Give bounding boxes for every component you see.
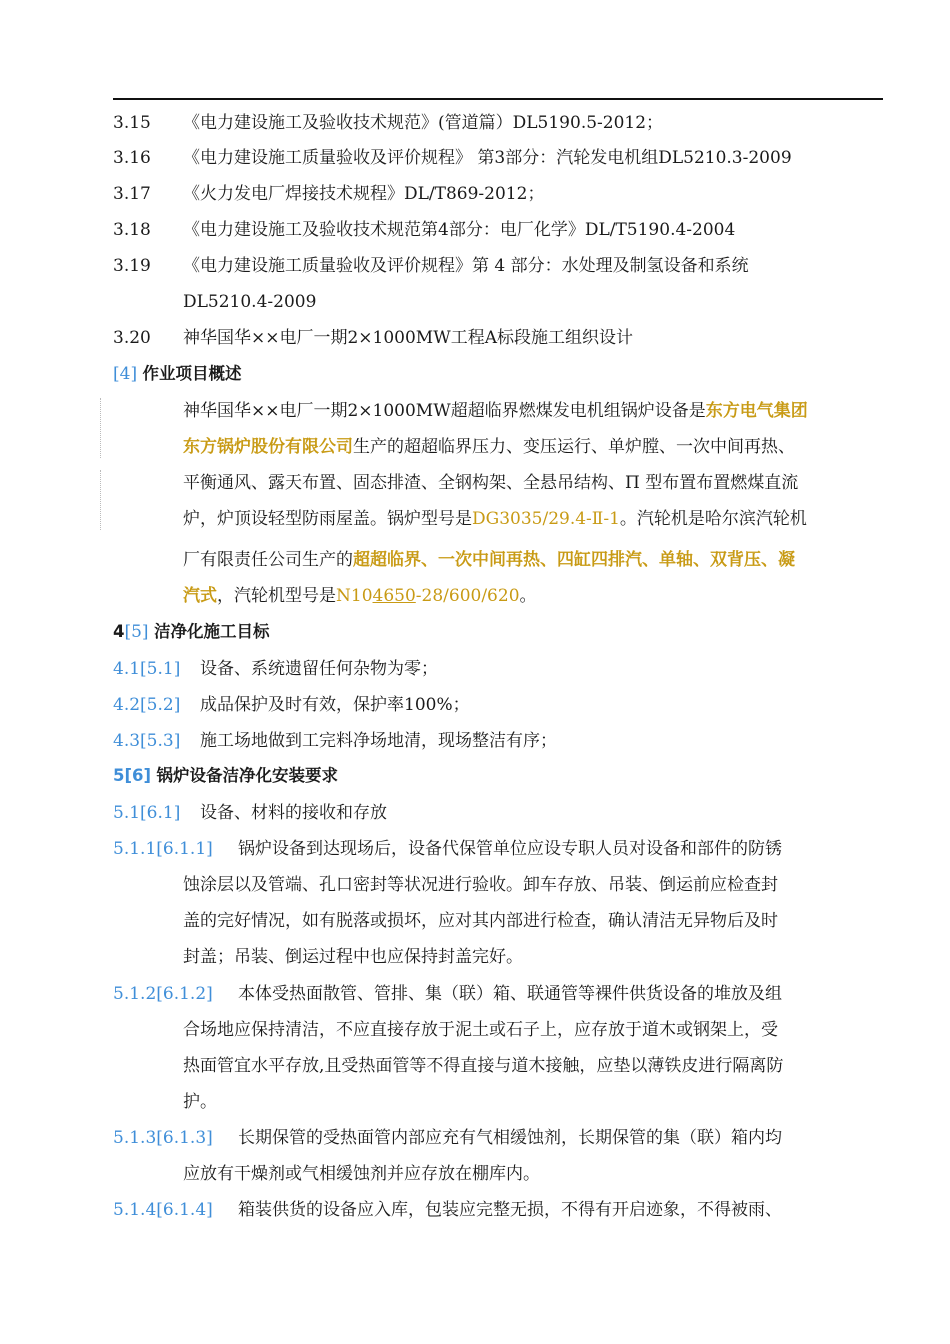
- clause-line: 箱装供货的设备应入库，包装应完整无损，不得有开启迹象，不得被雨、: [238, 1200, 782, 1220]
- clause-line: 长期保管的受热面管内部应充有气相缓蚀剂，长期保管的集（联）箱内均: [238, 1128, 782, 1148]
- turbine-model-part: N10: [336, 586, 373, 606]
- ref-text: 《电力建设施工及验收技术规范第4部分：电厂化学》DL/T5190.4-2004: [183, 220, 736, 240]
- subsection-number: 5.1[6.1]: [113, 803, 181, 823]
- clause-line: 本体受热面散管、管排、集（联）箱、联通管等裸件供货设备的堆放及组: [238, 984, 782, 1004]
- highlight-text: 汽式: [183, 586, 217, 606]
- overview-text: 厂有限责任公司生产的: [183, 550, 353, 570]
- section-number: 5: [113, 766, 125, 785]
- clause-line: 护。: [183, 1092, 217, 1112]
- ref-number: 3.20: [113, 328, 151, 348]
- highlight-text: 东方锅炉股份有限公司: [183, 437, 353, 457]
- clause-line: 盖的完好情况，如有脱落或损坏，应对其内部进行检查，确认清洁无异物后及时: [183, 911, 778, 931]
- overview-text: 炉，炉顶设轻型防雨屋盖。锅炉型号是: [183, 509, 472, 529]
- clause-line: 蚀涂层以及管端、孔口密封等状况进行验收。卸车存放、吊装、倒运前应检查封: [183, 875, 778, 895]
- section-heading-5: [113, 621, 269, 643]
- section-number: [4]: [113, 364, 138, 384]
- ref-text: 《电力建设施工质量验收及评价规程》 第3部分：汽轮发电机组DL5210.3-2009: [183, 148, 792, 168]
- section-title: 洁净化施工目标: [153, 622, 270, 641]
- clause-number: 5.1.3[6.1.3]: [113, 1128, 213, 1148]
- highlight-text: 超超临界、一次中间再热、四缸四排汽、单轴、双背压、凝: [353, 550, 795, 570]
- turbine-model-part: 4650: [372, 586, 416, 606]
- header-rule: [113, 98, 883, 100]
- clause-line: 封盖；吊装、倒运过程中也应保持封盖完好。: [183, 947, 523, 967]
- clause-line: 热面管宜水平存放,且受热面管等不得直接与道木接触，应垫以薄铁皮进行隔离防: [183, 1056, 784, 1076]
- boiler-model: DG3035/29.4-Ⅱ-1: [472, 509, 620, 529]
- overview-line: 平衡通风、露天布置、固态排渣、全钢构架、全悬吊结构、Π 型布置布置燃煤直流: [183, 473, 799, 493]
- ref-item: [113, 112, 151, 134]
- clause-line: 应放有干燥剂或气相缓蚀剂并应存放在棚库内。: [183, 1164, 540, 1184]
- overview-text: 神华国华××电厂一期2×1000MW超超临界燃煤发电机组锅炉设备是: [183, 401, 706, 421]
- section-title: 锅炉设备洁净化安装要求: [156, 766, 338, 785]
- overview-text: 。汽轮机是哈尔滨汽轮机: [619, 509, 807, 529]
- clause-number: 5.1.1[6.1.1]: [113, 839, 213, 859]
- overview-line: [183, 585, 537, 607]
- turbine-model-part: -28/600/620: [415, 586, 520, 606]
- section-number-old: [5]: [124, 622, 149, 642]
- ref-text: 《火力发电厂焊接技术规程》DL/T869-2012；: [183, 184, 545, 204]
- ref-text-continuation: DL5210.4-2009: [183, 292, 317, 312]
- overview-line: [183, 508, 807, 530]
- ref-number: 3.19: [113, 256, 151, 276]
- clause-line: 锅炉设备到达现场后，设备代保管单位应设专职人员对设备和部件的防锈: [238, 839, 782, 859]
- revision-bar: [100, 470, 101, 530]
- highlight-text: 东方电气集团: [705, 401, 808, 421]
- ref-text: 《电力建设施工及验收技术规范》(管道篇）DL5190.5-2012；: [183, 113, 664, 133]
- ref-text: 神华国华××电厂一期2×1000MW工程A标段施工组织设计: [183, 328, 633, 348]
- list-item-number: 4.1[5.1]: [113, 659, 181, 679]
- ref-item: [113, 219, 151, 241]
- ref-number: 3.17: [113, 184, 151, 204]
- list-item-text: 成品保护及时有效，保护率100%；: [200, 695, 470, 715]
- clause-line: 合场地应保持清洁，不应直接存放于泥土或石子上，应存放于道木或钢架上，受: [183, 1020, 778, 1040]
- section-number: 4: [113, 622, 125, 641]
- ref-item: [113, 327, 151, 349]
- overview-line: [183, 436, 795, 458]
- list-item-text: 施工场地做到工完料净场地清，现场整洁有序；: [200, 731, 557, 751]
- clause-number: 5.1.4[6.1.4]: [113, 1200, 213, 1220]
- section-heading-4: [113, 363, 242, 385]
- clause-number: 5.1.2[6.1.2]: [113, 984, 213, 1004]
- ref-item: [113, 147, 151, 169]
- ref-text: 《电力建设施工质量验收及评价规程》第 4 部分：水处理及制氢设备和系统: [183, 256, 749, 276]
- turbine-model: [336, 586, 520, 606]
- overview-text: 生产的超超临界压力、变压运行、单炉膛、一次中间再热、: [353, 437, 795, 457]
- section-number-old: [6]: [124, 766, 152, 785]
- ref-item: [113, 255, 151, 277]
- section-heading-6: [113, 765, 338, 787]
- overview-line: [183, 549, 795, 571]
- ref-number: 3.16: [113, 148, 151, 168]
- revision-bar: [100, 398, 101, 458]
- overview-text: ，汽轮机型号是: [217, 586, 336, 606]
- ref-item: [113, 183, 151, 205]
- list-item-number: 4.3[5.3]: [113, 731, 181, 751]
- overview-text: 。: [519, 586, 537, 606]
- subsection-title: 设备、材料的接收和存放: [200, 803, 387, 823]
- list-item-text: 设备、系统遗留任何杂物为零；: [200, 659, 438, 679]
- ref-number: 3.18: [113, 220, 151, 240]
- overview-line: [183, 400, 808, 422]
- list-item-number: 4.2[5.2]: [113, 695, 181, 715]
- ref-number: 3.15: [113, 113, 151, 133]
- section-title: 作业项目概述: [142, 364, 242, 383]
